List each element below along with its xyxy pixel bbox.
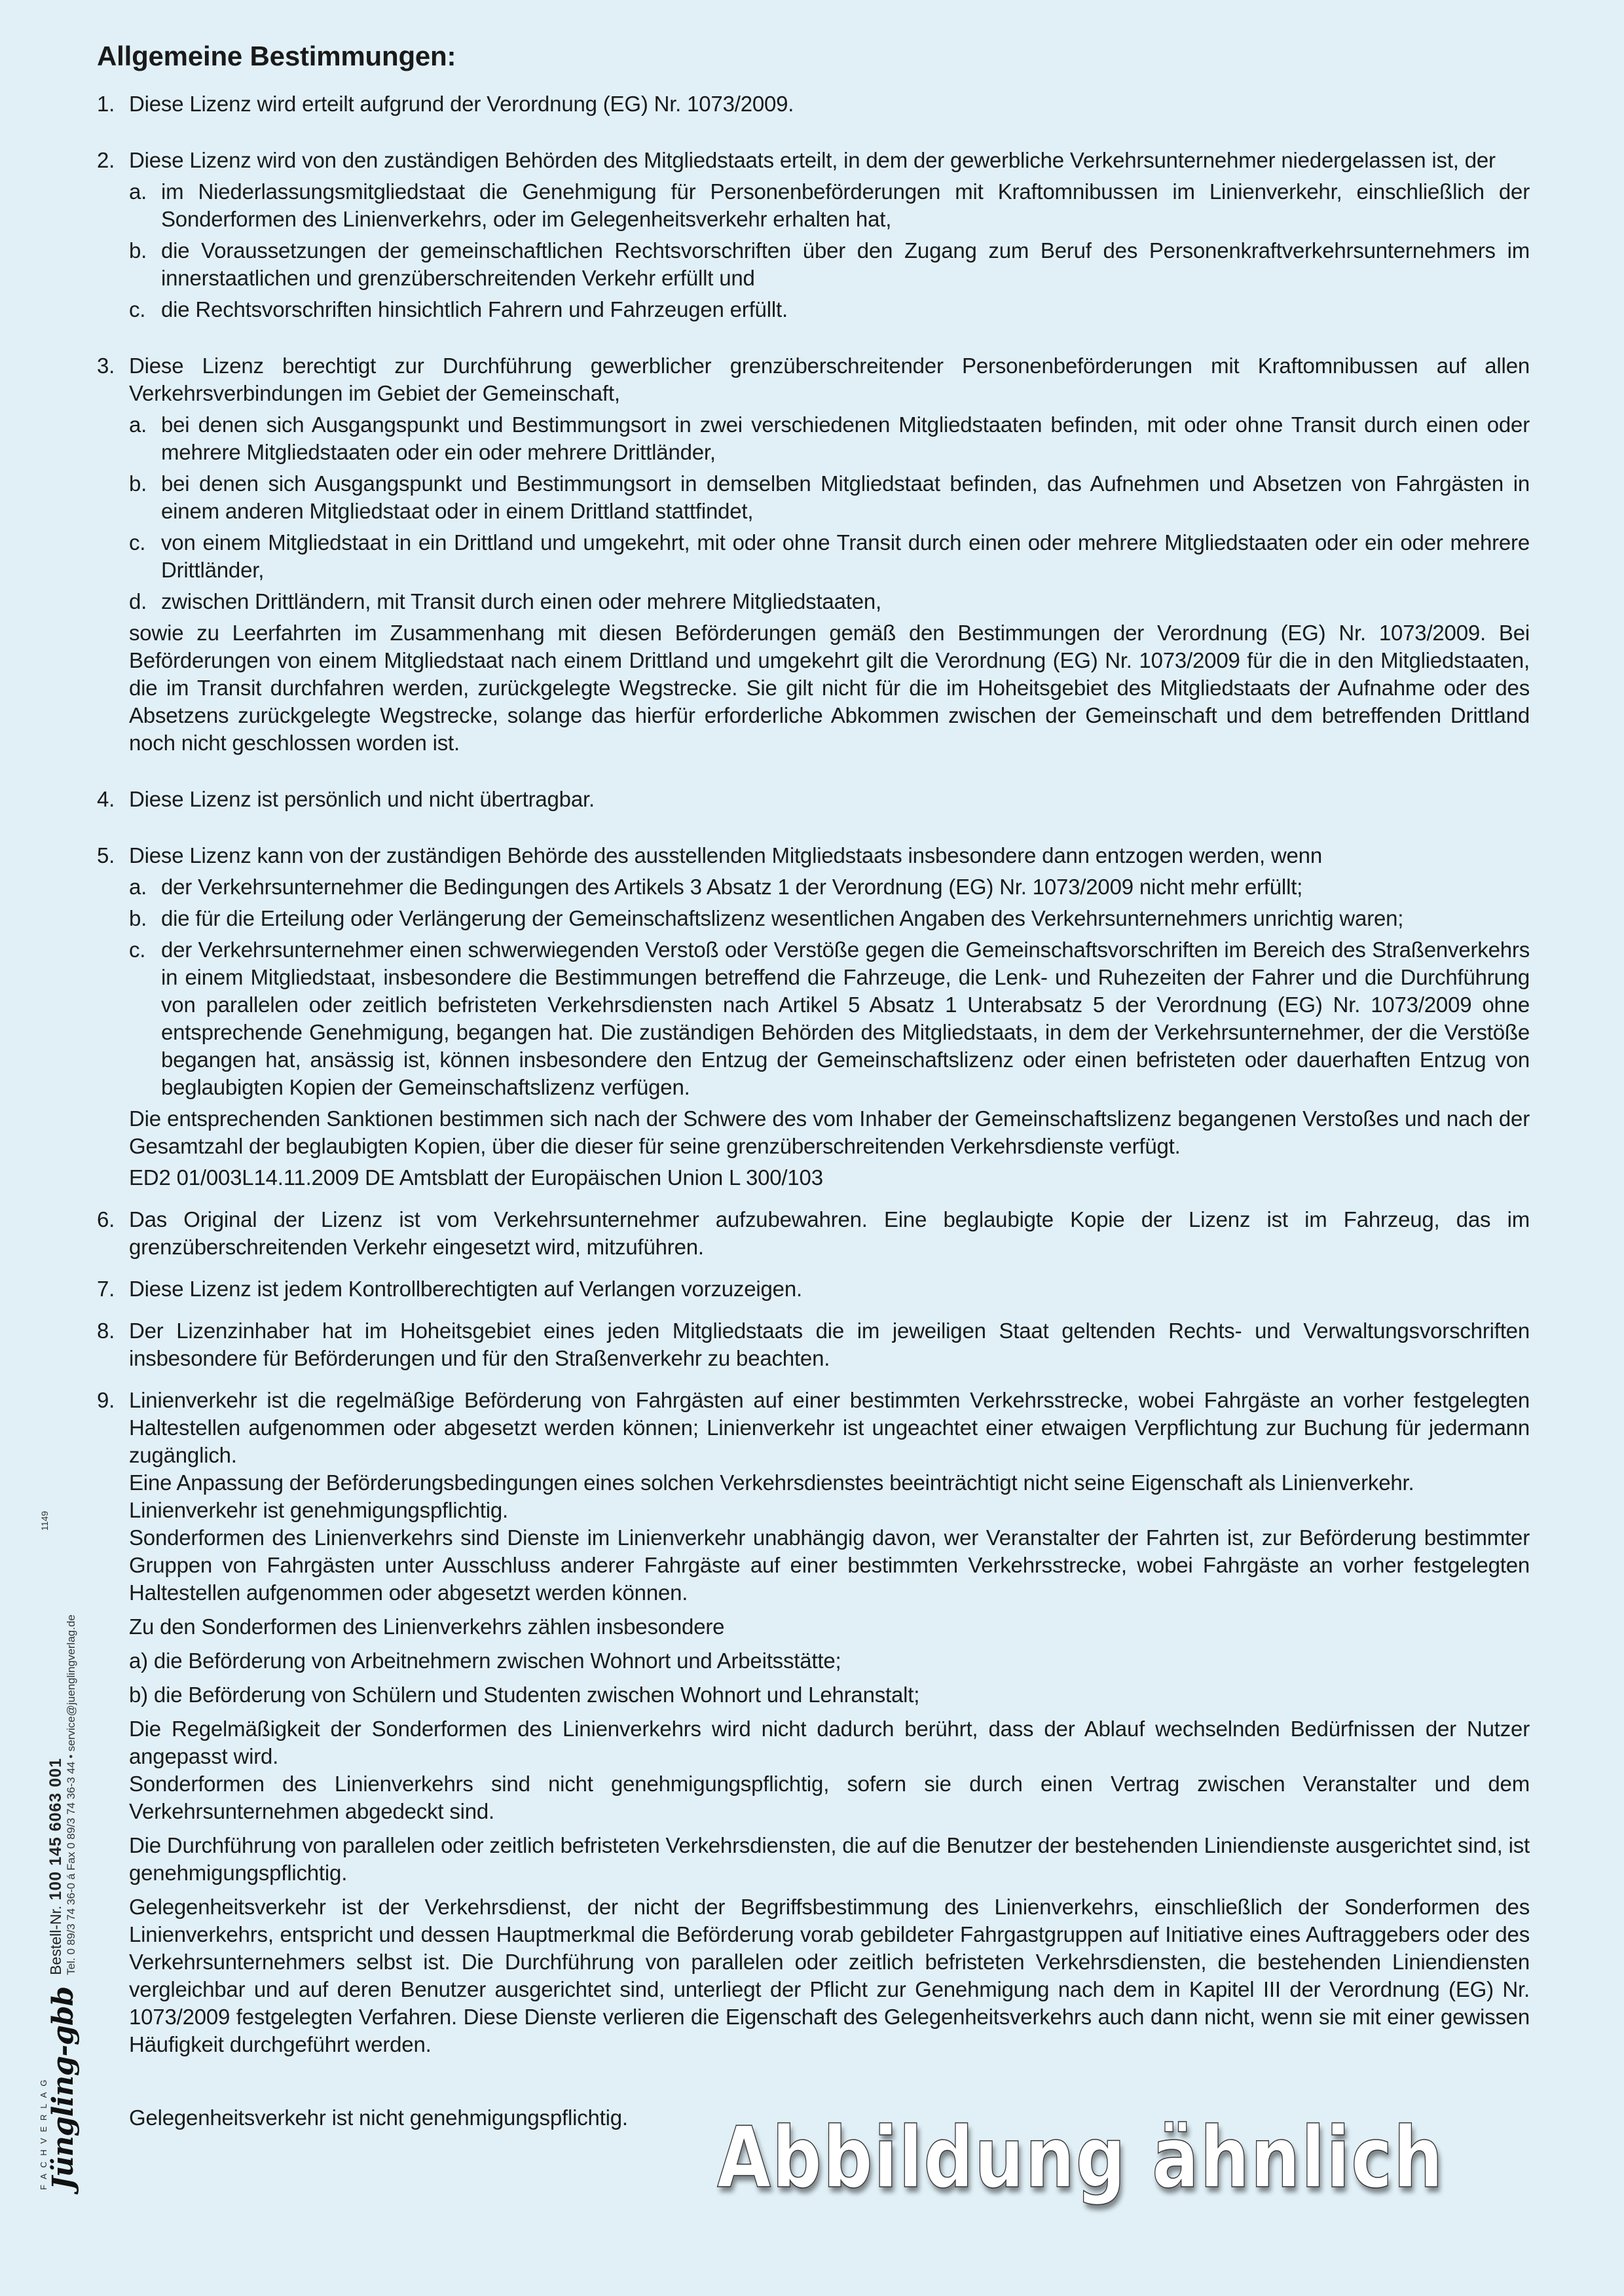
clause-8	[97, 1317, 1530, 1372]
clause-text: Diese Lizenz kann von der zuständigen Behörde des ausstellenden Mitgliedstaats insbesondere dann entzogen werden, wenn	[129, 843, 1322, 867]
subclause-text: die für die Erteilung oder Verlängerung der Gemeinschaftslizenz wesentlichen Angaben des Verkehrsunternehmers unrichtig waren;	[161, 906, 1404, 930]
subclause-text: die Voraussetzungen der gemeinschaftlichen Rechtsvorschriften über den Zugang zum Beruf des Personenkraftverkehrsunternehmers im innerstaatlichen und grenzüberschreitenden Verkehr erfüllt und	[161, 238, 1530, 290]
clause-paragraph: Die Regelmäßigkeit der Sonderformen des Linienverkehrs wird nicht dadurch berührt, dass der Ablauf wechselnden Bedürfnissen der Nutzer angepasst wird.	[129, 1717, 1530, 1768]
subclause-text: die Rechtsvorschriften hinsichtlich Fahrern und Fahrzeugen erfüllt.	[161, 297, 788, 321]
clause-paragraph: Zu den Sonderformen des Linienverkehrs zählen insbesondere	[129, 1614, 725, 1639]
document-page	[97, 39, 1530, 2132]
imprint-lines	[46, 1614, 78, 1975]
clause-number: 6.	[97, 1207, 115, 1231]
publisher-logo	[39, 1987, 78, 2190]
clause-text: Diese Lizenz berechtigt zur Durchführung gewerblicher grenzüberschreitender Personenbeförderungen mit Kraftomnibussen auf allen Verkehrsverbindungen im Gebiet der Gemeinschaft,	[129, 354, 1530, 405]
subclause	[129, 470, 1530, 525]
subclause-letter: b.	[129, 906, 147, 930]
clause-paragraph: Eine Anpassung der Beförderungsbedingungen eines solchen Verkehrsdienstes beeinträchtigt nicht seine Eigenschaft als Linienverkehr.	[129, 1470, 1414, 1495]
official-journal-reference: ED2 01/003L14.11.2009 DE Amtsblatt der Europäischen Union L 300/103	[129, 1165, 823, 1190]
clause-2	[97, 147, 1530, 323]
clause-7	[97, 1275, 1530, 1303]
subclause-letter: b.	[129, 238, 147, 263]
subclause	[129, 237, 1530, 292]
subclause	[129, 529, 1530, 584]
clause-paragraph: Linienverkehr ist genehmigungspflichtig.	[129, 1498, 509, 1522]
clause-number: 5.	[97, 843, 115, 867]
subclause-text: der Verkehrsunternehmer einen schwerwiegenden Verstoß oder Verstöße gegen die Gemeinschaftsvorschriften im Bereich des Straßenverkehrs in einem Mitgliedstaat, insbesondere die Bestimmungen betreffend die Fahrzeuge, die Lenk- und Ruhezeiten der Fahrer und die Durchführung von parallelen oder zeitlich befristeten Verkehrsdiensten nach Artikel 5 Absatz 1 Unterabsatz 5 der Verordnung (EG) Nr. 1073/2009 ohne entsprechende Genehmigung, begangen hat. Die zuständigen Behörden des Mitgliedstaats, in dem der Verkehrsunternehmer, der die Verstöße begangen hat, ansässig ist, können insbesondere den Entzug der Gemeinschaftslizenz oder einen befristeten oder dauerhaften Entzug von beglaubigten Kopien der Gemeinschaftslizenz verfügen.	[161, 938, 1530, 1099]
clause-number: 3.	[97, 354, 115, 378]
clause-text: Der Lizenzinhaber hat im Hoheitsgebiet eines jeden Mitgliedstaats die im jeweiligen Staat geltenden Rechts- und Verwaltungsvorschriften insbesondere für Beförderungen und für den Straßenverkehr zu beachten.	[129, 1319, 1530, 1370]
subclause-letter: d.	[129, 589, 147, 613]
publisher-tagline: FACHVERLAG	[39, 2073, 48, 2190]
subclause	[129, 411, 1530, 466]
subclause	[129, 936, 1530, 1101]
subclause-letter: c.	[129, 938, 146, 962]
clause-text: Das Original der Lizenz ist vom Verkehrsunternehmer aufzubewahren. Eine beglaubigte Kopie der Lizenz ist im Fahrzeug, das im grenzüberschreitenden Verkehr eingesetzt wird, mitzuführen.	[129, 1207, 1530, 1259]
subclause-text: im Niederlassungsmitgliedstaat die Genehmigung für Personenbeförderungen mit Kraftomnibussen im Linienverkehr, einschließlich der Sonderformen des Linienverkehrs, oder im Gelegenheitsverkehr erhalten hat,	[161, 179, 1530, 231]
clause-number: 2.	[97, 148, 115, 172]
clause-number: 7.	[97, 1277, 115, 1301]
subclause	[129, 296, 1530, 323]
clause-text: Diese Lizenz ist jedem Kontrollberechtigten auf Verlangen vorzuzeigen.	[129, 1277, 802, 1301]
subclause-text: von einem Mitgliedstaat in ein Drittland und umgekehrt, mit oder ohne Transit durch einen oder mehrere Mitgliedstaaten oder ein oder mehrere Drittländer,	[161, 530, 1530, 582]
form-code: 1149	[39, 1511, 50, 1531]
subclause-text: zwischen Drittländern, mit Transit durch einen oder mehrere Mitgliedstaaten,	[161, 589, 881, 613]
order-label: Bestell-Nr.	[46, 1905, 64, 1975]
clause-continuation: Die entsprechenden Sanktionen bestimmen sich nach der Schwere des vom Inhaber der Gemeinschaftslizenz begangenen Verstoßes und nach der Gesamtzahl der beglaubigten Kopien, über die dieser für seine grenzüberschreitenden Verkehrsdienste verfügt.	[129, 1106, 1530, 1158]
clause-6	[97, 1206, 1530, 1261]
subclause-text: der Verkehrsunternehmer die Bedingungen des Artikels 3 Absatz 1 der Verordnung (EG) Nr. 1073/2009 nicht mehr erfüllt;	[161, 875, 1303, 899]
clause-text: Diese Lizenz ist persönlich und nicht übertragbar.	[129, 787, 595, 811]
clause-number: 1.	[97, 92, 115, 116]
document-title: Allgemeine Bestimmungen:	[97, 41, 456, 71]
list-item: b) die Beförderung von Schülern und Studenten zwischen Wohnort und Lehranstalt;	[129, 1683, 920, 1707]
clause-3	[97, 352, 1530, 757]
subclause-letter: c.	[129, 297, 146, 321]
subclause-letter: b.	[129, 471, 147, 496]
contact-info: Tel. 0 89/3 74 36-0 á Fax 0 89/3 74 36-3 44 • service@juenglingverlag.de	[65, 1614, 78, 1975]
clause-paragraph: Sonderformen des Linienverkehrs sind nicht genehmigungspflichtig, sofern sie durch einen Vertrag zwischen Veranstalter und dem Verkehrsunternehmen abgedeckt sind.	[129, 1772, 1530, 1823]
clause-5	[97, 842, 1530, 1192]
clause-1	[97, 90, 1530, 118]
order-line	[46, 1614, 65, 1975]
clause-paragraph: Gelegenheitsverkehr ist nicht genehmigungspflichtig.	[129, 2105, 628, 2130]
clause-text: Diese Lizenz wird erteilt aufgrund der Verordnung (EG) Nr. 1073/2009.	[129, 92, 794, 116]
clause-paragraph: Gelegenheitsverkehr ist der Verkehrsdienst, der nicht der Begriffsbestimmung des Linienverkehrs, einschließlich der Sonderformen des Linienverkehrs, entspricht und dessen Hauptmerkmal die Beförderung vorab gebildeter Fahrgastgruppen auf Initiative eines Auftraggebers oder des Verkehrsunternehmers selbst ist. Die Durchführung von parallelen oder zeitlich befristeten Verkehrsdiensten, die bestehenden Liniendiensten vergleichbar und auf deren Benutzer ausgerichtet sind, unterliegt der Pflicht zur Genehmigung nach dem in Kapitel III der Verordnung (EG) Nr. 1073/2009 festgelegten Verfahren. Diese Dienste verlieren die Eigenschaft des Gelegenheitsverkehrs auch dann nicht, wenn sie mit einer gewissen Häufigkeit durchgeführt werden.	[129, 1895, 1530, 2056]
order-number: 100 145 6063 001	[46, 1758, 65, 1901]
subclause-letter: c.	[129, 530, 146, 555]
clause-paragraph: Die Durchführung von parallelen oder zeitlich befristeten Verkehrsdiensten, die auf die Benutzer der bestehenden Liniendienste ausgerichtet sind, ist genehmigungspflichtig.	[129, 1833, 1530, 1885]
clause-9	[97, 1387, 1530, 2132]
clause-4	[97, 786, 1530, 813]
clause-text: Diese Lizenz wird von den zuständigen Behörden des Mitgliedstaats erteilt, in dem der gewerbliche Verkehrsunternehmer niedergelassen ist, der	[129, 148, 1496, 172]
publisher-imprint	[39, 1511, 78, 2190]
clause-continuation: sowie zu Leerfahrten im Zusammenhang mit diesen Beförderungen gemäß den Bestimmungen der Verordnung (EG) Nr. 1073/2009. Bei Beförderungen von einem Mitgliedstaat nach einem Drittland und umgekehrt gilt die Verordnung (EG) Nr. 1073/2009 für die in den Mitgliedstaaten, die im Transit durchfahren werden, zurückgelegte Wegstrecke. Sie gilt nicht für die im Hoheitsgebiet des Mitgliedstaats der Aufnahme oder des Absetzens zurückgelegte Wegstrecke, solange das hierfür erforderliche Abkommen zwischen der Gemeinschaft und dem betreffenden Drittland noch nicht geschlossen worden ist.	[129, 621, 1530, 755]
subclause-letter: a.	[129, 875, 147, 899]
subclause	[129, 178, 1530, 233]
clause-text: Linienverkehr ist die regelmäßige Beförderung von Fahrgästen auf einer bestimmten Verkehrsstrecke, wobei Fahrgäste an vorher festgelegten Haltestellen aufgenommen oder abgesetzt werden können; Linienverkehr ist ungeachtet einer etwaigen Verpflichtung zur Buchung für jedermann zugänglich.	[129, 1388, 1530, 1467]
subclause-text: bei denen sich Ausgangspunkt und Bestimmungsort in zwei verschiedenen Mitgliedstaaten befinden, mit oder ohne Transit durch einen oder mehrere Mitgliedstaaten oder ein oder mehrere Drittländer,	[161, 412, 1530, 464]
clause-number: 8.	[97, 1319, 115, 1343]
subclause	[129, 873, 1530, 901]
list-item: a) die Beförderung von Arbeitnehmern zwischen Wohnort und Arbeitsstätte;	[129, 1649, 841, 1673]
clause-paragraph: Sonderformen des Linienverkehrs sind Dienste im Linienverkehr unabhängig davon, wer Veranstalter der Fahrten ist, zur Beförderung bestimmter Gruppen von Fahrgästen unter Ausschluss anderer Fahrgäste auf einer bestimmten Verkehrsstrecke, wobei Fahrgäste an vorher festgelegten Haltestellen aufgenommen oder abgesetzt werden können.	[129, 1525, 1530, 1605]
subclause-text: bei denen sich Ausgangspunkt und Bestimmungsort in demselben Mitgliedstaat befinden, das Aufnehmen und Absetzen von Fahrgästen in einem anderen Mitgliedstaat oder in einem Drittland stattfindet,	[161, 471, 1530, 523]
subclause-letter: a.	[129, 412, 147, 437]
clause-number: 9.	[97, 1388, 115, 1412]
subclause-letter: a.	[129, 179, 147, 204]
subclause	[129, 905, 1530, 932]
watermark: Abbildung ähnlich	[717, 2109, 1445, 2207]
clause-number: 4.	[97, 787, 115, 811]
publisher-logo-text: Jüngling-gbb	[46, 1986, 80, 2190]
subclause	[129, 588, 1530, 615]
